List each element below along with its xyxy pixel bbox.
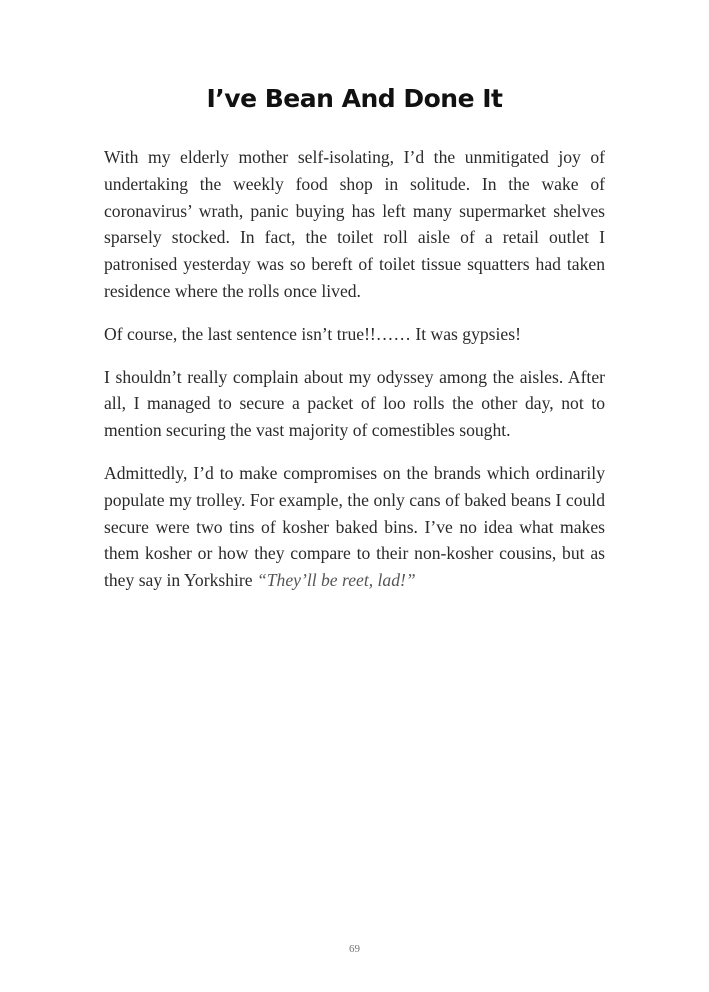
- paragraph-2: Of course, the last sentence isn’t true!!…… It was gypsies!: [104, 323, 521, 344]
- closing-quote: “They’ll be reet, lad!”: [256, 570, 416, 591]
- chapter-title: I’ve Bean And Done It: [206, 84, 503, 113]
- paragraph-1: With my elderly mother self-isolating, I’d the unmitigated joy of undertaking the weekly food shop in solitude. In the wake of coronavirus’ wrath, panic buying has left many supermarket shelves sparsely stocked. In fact, the toilet roll aisle of a retail outlet I patronised yesterday was so bereft of toilet tissue squatters had taken residence where the rolls once lived.: [104, 147, 605, 301]
- page-number: 69: [349, 943, 360, 955]
- paragraph-4: [104, 460, 605, 594]
- paragraph-4-text: Admittedly, I’d to make compromises on the brands which ordinarily populate my trolley. For example, the only cans of baked beans I could secure were two tins of kosher baked bins. I’ve no idea what makes them kosher or how they compare to their non-kosher cousins, but as they say in Yorkshire: [104, 462, 605, 591]
- paragraph-3: I shouldn’t really complain about my odyssey among the aisles. After all, I managed to secure a packet of loo rolls the other day, not to mention securing the vast majority of comestibles sought.: [104, 366, 605, 441]
- chapter-body: [104, 144, 605, 610]
